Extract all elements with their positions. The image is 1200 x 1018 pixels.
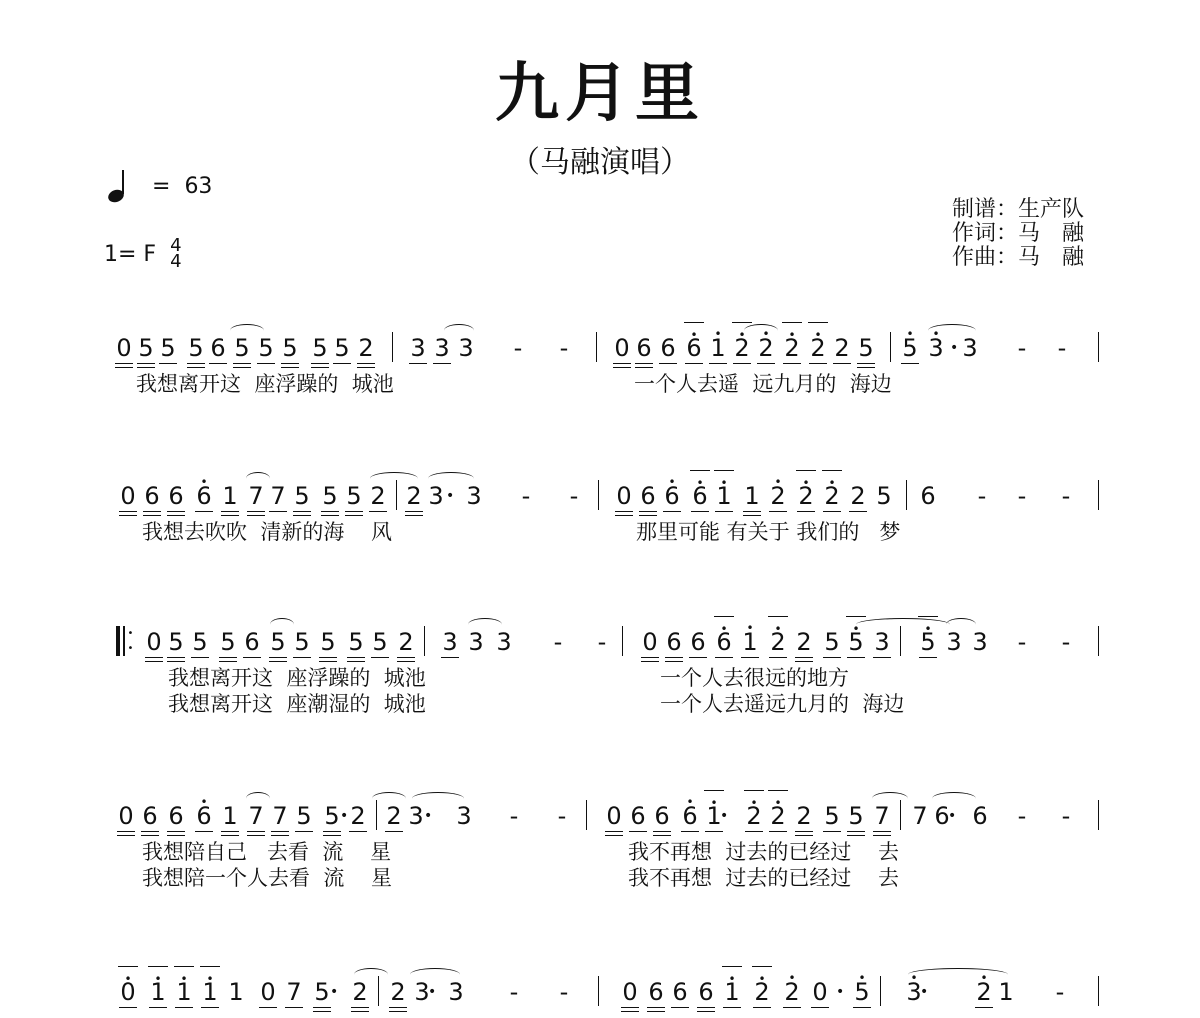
- note: 5: [822, 804, 842, 828]
- tie: [468, 618, 502, 631]
- note: 5: [322, 804, 342, 828]
- note: 5: [344, 484, 364, 508]
- sustain-dash: -: [1017, 628, 1027, 656]
- tie: [246, 792, 270, 805]
- note: 6: [638, 484, 658, 508]
- lyric-line: 我想去吹吹 清新的海 风: [142, 520, 393, 544]
- barline: [1098, 800, 1099, 830]
- note: 3: [946, 628, 962, 656]
- tempo-equals: =: [152, 173, 171, 199]
- note: • 1: [722, 980, 742, 1004]
- note: 7: [246, 804, 266, 828]
- note: • 5: [918, 630, 938, 654]
- tie: [230, 324, 264, 337]
- note: 6: [166, 484, 186, 508]
- note: 6: [670, 980, 690, 1004]
- composer-credit: 作曲：马 融: [952, 245, 1085, 270]
- lyric-line: 那里可能 有关于 我们的 梦: [636, 520, 901, 544]
- note: 3: [496, 628, 512, 656]
- note: • 5: [852, 980, 872, 1004]
- barline: [1098, 976, 1099, 1006]
- note: 6: [634, 336, 654, 360]
- tie: [946, 618, 976, 631]
- note: • 2: [808, 336, 828, 360]
- note: 5: [318, 630, 338, 654]
- note: 1: [742, 484, 762, 508]
- note: • 6: [662, 484, 682, 508]
- note: 3: [432, 336, 452, 360]
- augmentation-dot: •: [446, 488, 455, 504]
- sustain-dash: -: [1061, 628, 1071, 656]
- note: 3: [408, 802, 424, 830]
- sustain-dash: -: [1057, 334, 1067, 362]
- note: 3: [440, 630, 460, 654]
- note: 1: [998, 978, 1014, 1006]
- augmentation-dot: •: [948, 808, 957, 824]
- note: • 3: [926, 336, 946, 360]
- tempo-bpm: 63: [184, 173, 213, 199]
- note: 0: [604, 804, 624, 828]
- tie: [370, 472, 418, 485]
- note: 2: [384, 804, 404, 828]
- lyric-line: 我想陪自己 去看 流 星: [142, 840, 392, 864]
- notation-row: [0, 972, 1200, 1012]
- note: 5: [256, 336, 276, 360]
- note: 6: [658, 336, 678, 360]
- note: 0: [810, 980, 830, 1004]
- note: 5: [822, 630, 842, 654]
- note: 1: [228, 978, 244, 1006]
- note: 7: [270, 804, 290, 828]
- note: 6: [140, 804, 160, 828]
- note: 5: [292, 630, 312, 654]
- note: 6: [142, 484, 162, 508]
- note: 6: [628, 804, 648, 828]
- note: 0: [116, 804, 136, 828]
- note: 3: [414, 978, 430, 1006]
- tie: [270, 618, 294, 631]
- note: • 6: [684, 336, 704, 360]
- note: 1: [220, 804, 240, 828]
- note: 5: [846, 804, 866, 828]
- lyric-line: 我不再想 过去的已经过 去: [628, 866, 900, 890]
- tempo-marking: [104, 168, 212, 204]
- augmentation-dot: •: [720, 808, 729, 824]
- time-top: 4: [170, 235, 182, 256]
- note: 5: [268, 630, 288, 654]
- note: • 0: [118, 980, 138, 1004]
- barline: [890, 332, 891, 362]
- lyric-line: 我想离开这 座潮湿的 城池: [168, 692, 426, 716]
- note: 3: [458, 334, 474, 362]
- notation-row: [0, 328, 1200, 368]
- lyric-line: 我想离开这 座浮躁的 城池: [168, 666, 426, 690]
- note: 2: [356, 336, 376, 360]
- note: • 6: [194, 484, 214, 508]
- augmentation-dot: •: [428, 984, 437, 1000]
- note: 6: [664, 630, 684, 654]
- note: • 2: [796, 484, 816, 508]
- note: • 5: [900, 336, 920, 360]
- lyric-line: 我想离开这 座浮躁的 城池: [136, 372, 394, 396]
- note: 5: [312, 980, 332, 1004]
- sustain-dash: -: [1017, 334, 1027, 362]
- sustain-dash: -: [1061, 802, 1071, 830]
- note: 0: [620, 980, 640, 1004]
- note: 5: [346, 630, 366, 654]
- note: • 2: [974, 980, 994, 1004]
- note: 2: [388, 980, 408, 1004]
- note: • 2: [744, 804, 764, 828]
- time-signature: [170, 235, 182, 272]
- credits: [952, 198, 1084, 270]
- tie: [856, 618, 950, 631]
- note: 2: [368, 484, 388, 508]
- lyric-line: 我想陪一个人去看 流 星: [142, 866, 393, 890]
- note: • 6: [690, 484, 710, 508]
- note: 3: [448, 978, 464, 1006]
- note: 3: [456, 802, 472, 830]
- sustain-dash: -: [553, 628, 563, 656]
- note: 6: [166, 804, 186, 828]
- song-title: 九月里: [495, 57, 705, 131]
- note: 0: [114, 336, 134, 360]
- note: 7: [284, 980, 304, 1004]
- note: 7: [872, 804, 892, 828]
- note: 6: [646, 980, 666, 1004]
- augmentation-dot: •: [950, 340, 959, 356]
- note: • 2: [732, 336, 752, 360]
- barline: [1098, 626, 1099, 656]
- note: 3: [962, 334, 978, 362]
- tie: [372, 792, 406, 805]
- note: • 6: [714, 630, 734, 654]
- barline: [598, 480, 599, 510]
- sustain-dash: -: [557, 802, 567, 830]
- note: 2: [848, 484, 868, 508]
- barline: [1098, 332, 1099, 362]
- note: • 2: [768, 630, 788, 654]
- note: • 1: [174, 980, 194, 1004]
- notation-row: [0, 622, 1200, 662]
- note: 3: [428, 482, 444, 510]
- note: • 1: [704, 804, 724, 828]
- note: 0: [144, 630, 164, 654]
- lyric-line: 我不再想 过去的已经过 去: [628, 840, 900, 864]
- barline: [1098, 480, 1099, 510]
- note: 5: [158, 336, 178, 360]
- time-bottom: 4: [170, 251, 182, 272]
- note: 2: [348, 804, 368, 828]
- note: • 2: [756, 336, 776, 360]
- note: 5: [136, 336, 156, 360]
- note: 5: [218, 630, 238, 654]
- note: • 2: [782, 980, 802, 1004]
- barline: [424, 626, 425, 656]
- note: 3: [468, 628, 484, 656]
- note: 5: [332, 336, 352, 360]
- barline: [880, 976, 881, 1006]
- note: 6: [920, 482, 936, 510]
- note: 7: [246, 484, 266, 508]
- barline: [622, 626, 623, 656]
- tie: [354, 968, 388, 981]
- note: 3: [972, 628, 988, 656]
- note: 2: [832, 336, 852, 360]
- sustain-dash: -: [1061, 482, 1071, 510]
- sustain-dash: -: [559, 978, 569, 1006]
- key-signature: [104, 235, 182, 272]
- barline: [596, 332, 597, 362]
- note: • 1: [708, 336, 728, 360]
- barline: [906, 480, 907, 510]
- note: 0: [614, 484, 634, 508]
- note: 6: [696, 980, 716, 1004]
- tie: [412, 792, 464, 805]
- augmentation-dot: •: [340, 808, 349, 824]
- note: 0: [118, 484, 138, 508]
- note: • 3: [904, 980, 924, 1004]
- note: 5: [856, 336, 876, 360]
- note: • 1: [740, 630, 760, 654]
- sustain-dash: -: [1017, 802, 1027, 830]
- note: 2: [794, 804, 814, 828]
- key-label: 1= F: [104, 241, 157, 267]
- barline: [392, 332, 393, 362]
- augmentation-dot: •: [424, 808, 433, 824]
- note: 5: [186, 336, 206, 360]
- note: 5: [280, 336, 300, 360]
- sustain-dash: -: [509, 978, 519, 1006]
- barline: [586, 800, 587, 830]
- note: 6: [242, 630, 262, 654]
- lyricist-credit: 作词：马 融: [952, 221, 1085, 246]
- note: 6: [688, 630, 708, 654]
- tie: [246, 472, 270, 485]
- note: 3: [408, 336, 428, 360]
- note: 5: [232, 336, 252, 360]
- note: 5: [292, 484, 312, 508]
- note: • 2: [768, 804, 788, 828]
- sustain-dash: -: [977, 482, 987, 510]
- note: • 1: [148, 980, 168, 1004]
- note: 6: [972, 802, 988, 830]
- sustain-dash: -: [509, 802, 519, 830]
- arranger-credit: 制谱：生产队: [952, 197, 1085, 222]
- note: 0: [258, 980, 278, 1004]
- note: • 2: [768, 484, 788, 508]
- lyric-line: 一个人去遥远九月的 海边: [660, 692, 905, 716]
- sustain-dash: -: [1017, 482, 1027, 510]
- notation-row: [0, 476, 1200, 516]
- note: 6: [934, 802, 950, 830]
- quarter-note-icon: [104, 168, 138, 204]
- repeat-start-barline: • •: [116, 626, 133, 656]
- note: • 2: [822, 484, 842, 508]
- note: 5: [876, 482, 892, 510]
- lyric-line: 一个人去很远的地方: [660, 666, 849, 690]
- sustain-dash: -: [1055, 978, 1065, 1006]
- note: 5: [294, 804, 314, 828]
- note: 7: [268, 484, 288, 508]
- note: 5: [190, 630, 210, 654]
- note: 3: [466, 482, 482, 510]
- note: • 1: [714, 484, 734, 508]
- note: • 2: [782, 336, 802, 360]
- tie: [444, 324, 474, 337]
- note: 2: [404, 484, 424, 508]
- notation-row: [0, 796, 1200, 836]
- augmentation-dot: •: [330, 984, 339, 1000]
- lyric-line: 一个人去遥 远九月的 海边: [634, 372, 892, 396]
- tie: [872, 792, 908, 805]
- note: 6: [652, 804, 672, 828]
- note: • 6: [680, 804, 700, 828]
- note: 5: [370, 630, 390, 654]
- augmentation-dot: •: [920, 984, 929, 1000]
- song-subtitle: （马融演唱）: [510, 145, 690, 180]
- note: 5: [310, 336, 330, 360]
- note: 1: [220, 484, 240, 508]
- note: • 6: [194, 804, 214, 828]
- note: 5: [320, 484, 340, 508]
- note: • 2: [752, 980, 772, 1004]
- note: 2: [794, 630, 814, 654]
- sustain-dash: -: [559, 334, 569, 362]
- note: 0: [612, 336, 632, 360]
- note: 0: [640, 630, 660, 654]
- tie: [744, 324, 778, 337]
- sustain-dash: -: [513, 334, 523, 362]
- note: 2: [350, 980, 370, 1004]
- note: • 1: [200, 980, 220, 1004]
- augmentation-dot: •: [836, 984, 845, 1000]
- sustain-dash: -: [597, 628, 607, 656]
- barline: [598, 976, 599, 1006]
- note: 7: [912, 802, 928, 830]
- note: 2: [396, 630, 416, 654]
- sustain-dash: -: [521, 482, 531, 510]
- note: 6: [208, 336, 228, 360]
- sustain-dash: -: [569, 482, 579, 510]
- note: 5: [166, 630, 186, 654]
- note: 3: [872, 630, 892, 654]
- note: • 5: [846, 630, 866, 654]
